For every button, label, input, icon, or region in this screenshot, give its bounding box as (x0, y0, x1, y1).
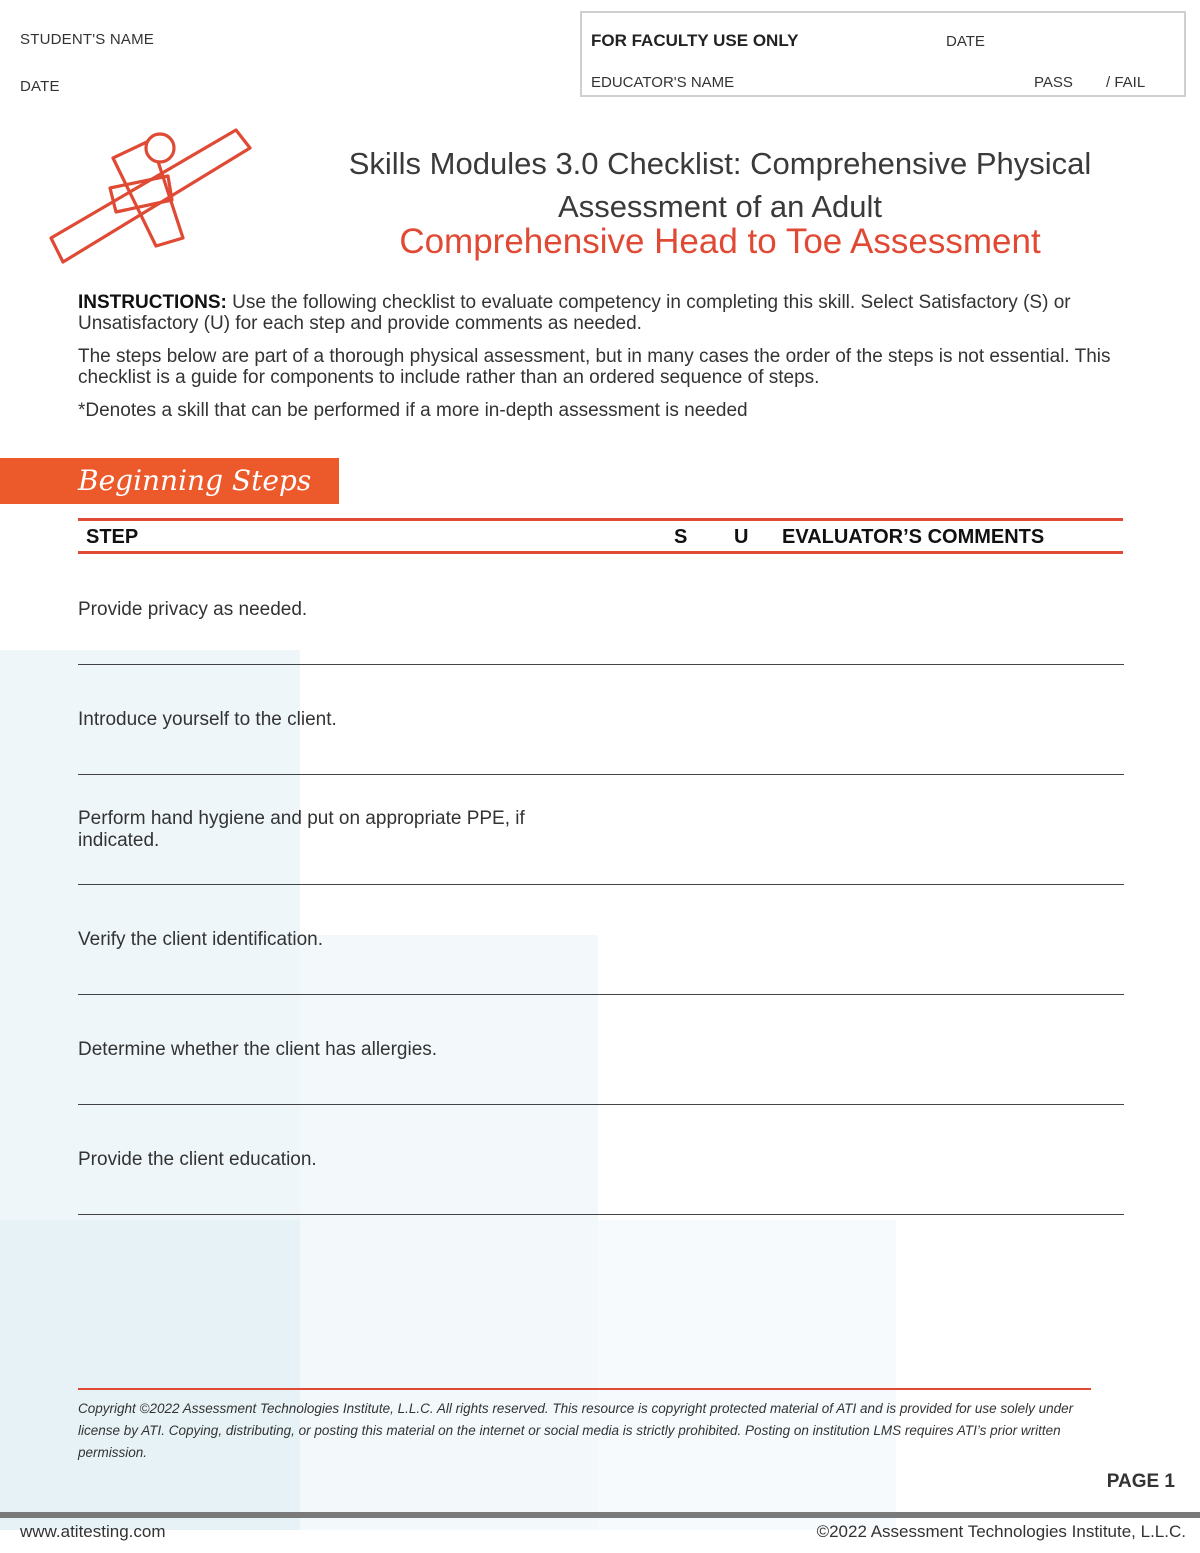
page-number: PAGE 1 (1106, 1471, 1175, 1492)
section-title: Beginning Steps (78, 464, 312, 497)
copyright-notice: Copyright ©2022 Assessment Technologies Institute, L.L.C. All rights reserved. This resource is copyright protected material of ATI and is provided for use solely under license by ATI. Copying, distributing, or posting this material on the internet or social media is strictly prohibited. Posting on institution LMS requires ATI’s prior written permission. (78, 1388, 1091, 1464)
instructions-label: INSTRUCTIONS: (78, 292, 227, 313)
background-panel (0, 1220, 300, 1530)
column-header-u: U (734, 526, 749, 548)
table-row[interactable] (78, 995, 1124, 1105)
step-text: Provide the client education. (78, 1149, 317, 1170)
faculty-use-box (580, 11, 1186, 97)
instructions-paragraph (78, 292, 1138, 334)
pass-label: PASS (1034, 74, 1073, 91)
instructions-paragraph-2: The steps below are part of a thorough physical assessment, but in many cases the order of the steps is not essential. This checklist is a guide for components to include rather than an ordered sequence of steps. (78, 346, 1111, 388)
table-row[interactable] (78, 1105, 1124, 1215)
table-row[interactable] (78, 885, 1124, 995)
page-subtitle: Comprehensive Head to Toe Assessment (399, 222, 1041, 261)
website-link[interactable]: www.atitesting.com (20, 1522, 166, 1541)
step-text: Introduce yourself to the client. (78, 709, 337, 730)
column-header-s: S (674, 526, 688, 548)
step-text: Provide privacy as needed. (78, 599, 308, 620)
table-row[interactable] (78, 665, 1124, 775)
educator-name-label: EDUCATOR'S NAME (591, 74, 735, 91)
step-text: Perform hand hygiene and put on appropriate PPE, if indicated. (78, 808, 525, 851)
section-banner (0, 458, 339, 504)
step-text: Determine whether the client has allergies. (78, 1039, 438, 1060)
table-header (78, 518, 1123, 554)
faculty-date-label: DATE (946, 33, 985, 50)
title-line-2: Assessment of an Adult (558, 189, 882, 224)
title-line-1: Skills Modules 3.0 Checklist: Comprehensive Physical (348, 146, 1092, 181)
student-name-label: STUDENT'S NAME (20, 31, 155, 48)
instructions-text: Use the following checklist to evaluate competency in completing this skill. Select Satisfactory (S) or Unsatisfactory (U) for each step and provide comments as needed. (78, 292, 1071, 334)
footer-divider (0, 1512, 1200, 1518)
faculty-title: FOR FACULTY USE ONLY (591, 31, 799, 50)
table-row[interactable] (78, 555, 1124, 665)
date-label: DATE (20, 78, 60, 95)
instructions-note: *Denotes a skill that can be performed if a more in-depth assessment is needed (78, 400, 748, 421)
column-header-comments: EVALUATOR’S COMMENTS (782, 526, 1045, 548)
step-text: Verify the client identification. (78, 929, 324, 950)
ati-logo-icon (48, 126, 253, 268)
page-title (300, 142, 1140, 228)
fail-label: / FAIL (1106, 74, 1146, 91)
instructions (78, 292, 1138, 433)
footer-company: ©2022 Assessment Technologies Institute, L.L.C. (816, 1522, 1186, 1541)
table-row[interactable] (78, 775, 1124, 885)
background-panel (598, 1220, 896, 1530)
column-header-step: STEP (86, 526, 139, 548)
